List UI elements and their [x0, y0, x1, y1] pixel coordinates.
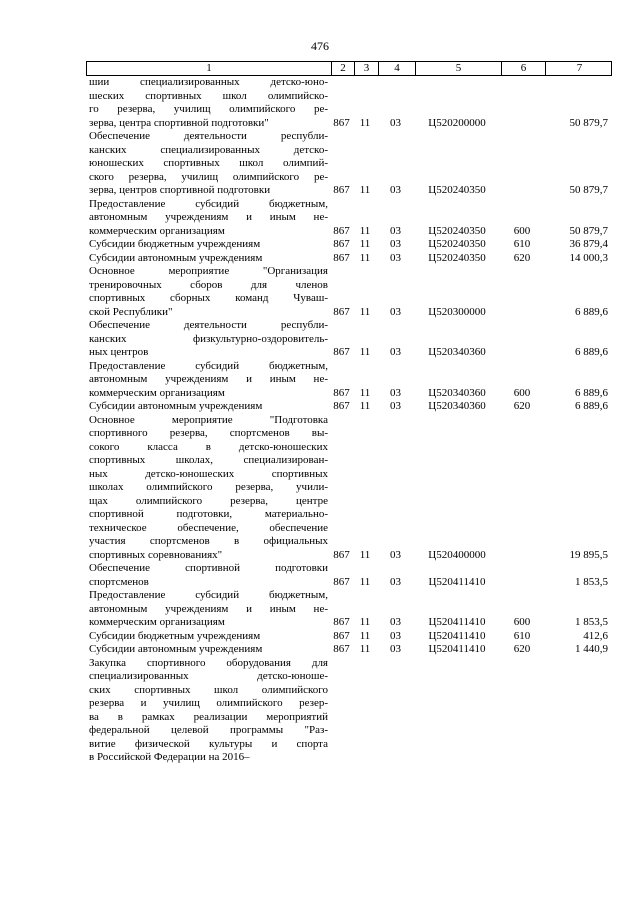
row-name-line: Субсидии автономным учреждениям	[89, 251, 263, 264]
table-row	[86, 562, 612, 589]
cell-type: 620	[513, 400, 531, 412]
row-name-line: щах олимпийского резерва, центре	[89, 494, 328, 507]
table-row	[86, 76, 612, 130]
row-name-line: спортивной подготовки, материально-	[89, 508, 328, 520]
table-row	[86, 643, 612, 657]
header-col-name: 1	[206, 62, 212, 74]
row-name-line: Обеспечение деятельности республи-	[89, 319, 328, 331]
cell-type: 600	[513, 386, 531, 399]
row-name-line: Субсидии бюджетным учреждениям	[89, 238, 261, 250]
row-name-line: ских спортивных школ олимпийского	[89, 683, 328, 696]
cell-subsection: 03	[390, 238, 401, 250]
cell-amount: 6 889,6	[575, 386, 608, 399]
cell-subsection: 03	[390, 251, 401, 264]
cell-section: 11	[359, 616, 371, 628]
table-row	[86, 400, 612, 414]
cell-ministry: 867	[333, 548, 350, 561]
cell-section: 11	[359, 224, 371, 237]
page-number: 476	[311, 39, 329, 53]
cell-section: 11	[359, 629, 371, 642]
cell-ministry: 867	[333, 305, 350, 318]
row-name	[86, 76, 330, 130]
row-name-line: ных детско-юношеских спортивных	[89, 467, 328, 480]
cell-ministry: 867	[333, 346, 350, 358]
table-body	[86, 76, 612, 765]
cell-section: 11	[359, 400, 371, 412]
row-name	[86, 400, 330, 414]
row-name-line: спортивного резерва, спортсменов вы-	[89, 427, 328, 439]
row-name-line: го резерва, училищ олимпийского ре-	[89, 103, 328, 115]
cell-section: 11	[359, 238, 371, 250]
cell-subsection: 03	[390, 629, 401, 642]
cell-target: Ц520340360	[428, 386, 486, 399]
header-col-type: 6	[501, 62, 545, 75]
cell-ministry: 867	[333, 575, 350, 588]
row-name-line: резерва и училищ олимпийского резер-	[89, 697, 328, 709]
cell-target: Ц520340360	[428, 400, 486, 412]
cell-type: 600	[513, 224, 531, 237]
row-name-line: школах олимпийского резерва, учили-	[89, 481, 328, 493]
cell-section: 11	[359, 643, 371, 655]
cell-ministry: 867	[333, 238, 350, 250]
cell-type: 610	[513, 629, 531, 642]
cell-amount: 50 879,7	[569, 224, 608, 237]
cell-amount: 1 853,5	[575, 575, 608, 588]
row-name	[86, 657, 330, 765]
row-name-line: коммерческим организациям	[89, 616, 225, 628]
row-name-line: Субсидии бюджетным учреждениям	[89, 629, 261, 642]
cell-amount: 6 889,6	[575, 400, 608, 412]
row-name-line: спортсменов	[89, 575, 149, 588]
row-name-line: в Российской Федерации на 2016–	[89, 751, 250, 763]
cell-amount: 6 889,6	[575, 305, 608, 318]
cell-type: 620	[513, 251, 531, 264]
row-name-line: шеских спортивных школ олимпийско-	[89, 89, 328, 102]
table-row	[86, 589, 612, 630]
row-name-line: юношеских спортивных школ олимпий-	[89, 157, 328, 169]
cell-ministry: 867	[333, 116, 350, 129]
table-row	[86, 360, 612, 401]
row-name-line: Обеспечение спортивной подготовки	[89, 562, 328, 574]
row-name-line: Основное мероприятие "Организация	[89, 265, 328, 277]
cell-section: 11	[359, 116, 371, 129]
table-row	[86, 198, 612, 239]
cell-subsection: 03	[390, 548, 401, 561]
row-name-line: спортивных школах, специализирован-	[89, 454, 328, 466]
cell-type: 600	[513, 616, 531, 628]
cell-amount: 1 853,5	[575, 616, 608, 628]
cell-amount: 50 879,7	[569, 184, 608, 196]
cell-subsection: 03	[390, 305, 401, 318]
row-name-line: Субсидии автономным учреждениям	[89, 400, 263, 412]
cell-section: 11	[359, 305, 371, 318]
cell-section: 11	[359, 386, 371, 399]
cell-type: 620	[513, 643, 531, 655]
row-name-line: Закупка спортивного оборудования для	[89, 656, 328, 669]
cell-subsection: 03	[390, 386, 401, 399]
cell-ministry: 867	[333, 629, 350, 642]
cell-amount: 36 879,4	[569, 238, 608, 250]
row-name-line: сокого класса в детско-юношеских	[89, 440, 328, 453]
table-row	[86, 414, 612, 563]
row-name	[86, 562, 330, 589]
row-name-line: коммерческим организациям	[89, 386, 225, 399]
cell-subsection: 03	[390, 346, 401, 358]
row-name	[86, 414, 330, 563]
row-name-line: Основное мероприятие "Подготовка	[89, 413, 328, 426]
cell-ministry: 867	[333, 224, 350, 237]
table-row	[86, 238, 612, 252]
cell-subsection: 03	[390, 184, 401, 196]
row-name	[86, 252, 330, 266]
table-row	[86, 130, 612, 198]
row-name	[86, 130, 330, 198]
cell-amount: 14 000,3	[569, 251, 608, 264]
row-name-line: автономным учреждениям и иным не-	[89, 373, 328, 385]
cell-amount: 50 879,7	[569, 116, 608, 129]
row-name-line: участия спортсменов в официальных	[89, 535, 328, 547]
row-name	[86, 198, 330, 239]
row-name	[86, 238, 330, 252]
cell-subsection: 03	[390, 224, 401, 237]
cell-subsection: 03	[390, 400, 401, 412]
header-col-target: 5	[415, 62, 501, 75]
row-name-line: специализированных детско-юноше-	[89, 670, 328, 682]
table-row	[86, 252, 612, 266]
row-name-line: Предоставление субсидий бюджетным,	[89, 359, 328, 372]
cell-section: 11	[359, 575, 371, 588]
cell-target: Ц520300000	[428, 305, 486, 318]
row-name-line: Субсидии автономным учреждениям	[89, 643, 263, 655]
cell-ministry: 867	[333, 643, 350, 655]
cell-amount: 412,6	[583, 629, 608, 642]
cell-target: Ц520411410	[428, 616, 486, 628]
row-name	[86, 360, 330, 401]
cell-subsection: 03	[390, 643, 401, 655]
cell-section: 11	[359, 251, 371, 264]
table-row	[86, 319, 612, 360]
row-name	[86, 319, 330, 360]
cell-amount: 6 889,6	[575, 346, 608, 358]
header-col-section: 3	[354, 62, 378, 75]
table-row	[86, 657, 612, 765]
cell-subsection: 03	[390, 575, 401, 588]
row-name-line: коммерческим организациям	[89, 224, 225, 237]
row-name-line: ных центров	[89, 346, 149, 358]
cell-target: Ц520200000	[428, 116, 486, 129]
cell-ministry: 867	[333, 400, 350, 412]
row-name-line: ва в рамках реализации мероприятий	[89, 710, 328, 723]
row-name	[86, 589, 330, 630]
row-name-line: федеральной целевой программы "Раз-	[89, 724, 328, 736]
cell-target: Ц520411410	[428, 575, 486, 588]
cell-type: 610	[513, 238, 531, 250]
table-row	[86, 265, 612, 319]
cell-target: Ц520411410	[428, 643, 486, 655]
cell-section: 11	[359, 184, 371, 196]
row-name-line: ской Республики"	[89, 305, 173, 318]
cell-subsection: 03	[390, 616, 401, 628]
cell-ministry: 867	[333, 251, 350, 264]
cell-target: Ц520400000	[428, 548, 486, 561]
table-header	[86, 61, 612, 76]
cell-section: 11	[359, 548, 371, 561]
cell-amount: 1 440,9	[575, 643, 608, 655]
row-name-line: витие физической культуры и спорта	[89, 737, 328, 750]
cell-amount: 19 895,5	[569, 548, 608, 561]
cell-target: Ц520340360	[428, 346, 486, 358]
header-col-subsection: 4	[378, 62, 415, 75]
row-name-line: автономным учреждениям и иным не-	[89, 211, 328, 223]
cell-ministry: 867	[333, 184, 350, 196]
row-name-line: спортивных сборных команд Чуваш-	[89, 292, 328, 304]
row-name-line: ского резерва, училищ олимпийского ре-	[89, 170, 328, 183]
table-row	[86, 630, 612, 644]
cell-target: Ц520240350	[428, 184, 486, 196]
row-name-line: автономным учреждениям и иным не-	[89, 602, 328, 615]
row-name	[86, 630, 330, 644]
budget-table	[86, 61, 612, 765]
row-name-line: техническое обеспечение, обеспечение	[89, 521, 328, 534]
cell-ministry: 867	[333, 386, 350, 399]
row-name-line: Предоставление субсидий бюджетным,	[89, 197, 328, 210]
row-name-line: спортивных соревнованиях"	[89, 548, 223, 561]
header-col-ministry: 2	[331, 62, 354, 75]
row-name-line: Обеспечение деятельности республи-	[89, 130, 328, 142]
row-name-line: канских специализированных детско-	[89, 143, 328, 156]
row-name-line: зерва, центров спортивной подготовки	[89, 184, 271, 196]
cell-target: Ц520240350	[428, 238, 486, 250]
row-name-line: Предоставление субсидий бюджетным,	[89, 589, 328, 601]
cell-target: Ц520240350	[428, 224, 486, 237]
row-name-line: тренировочных сборов для членов	[89, 278, 328, 291]
row-name-line: канских физкультурно-оздоровитель-	[89, 332, 328, 345]
cell-subsection: 03	[390, 116, 401, 129]
row-name	[86, 643, 330, 657]
row-name-line: шии специализированных детско-юно-	[89, 76, 328, 88]
header-col-amount: 7	[545, 62, 613, 75]
row-name-line: зерва, центра спортивной подготовки"	[89, 116, 269, 129]
row-name	[86, 265, 330, 319]
cell-ministry: 867	[333, 616, 350, 628]
cell-section: 11	[359, 346, 371, 358]
cell-target: Ц520240350	[428, 251, 486, 264]
cell-target: Ц520411410	[428, 629, 486, 642]
